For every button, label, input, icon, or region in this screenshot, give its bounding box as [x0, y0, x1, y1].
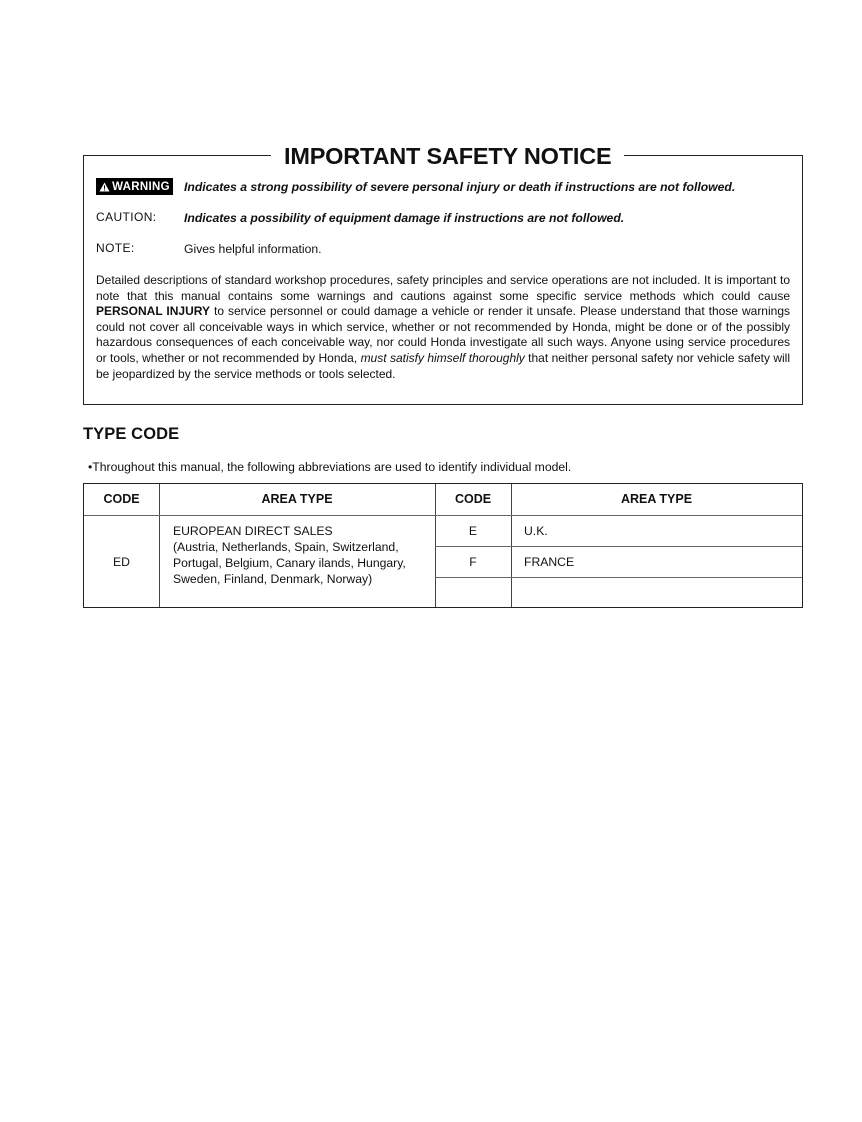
description-part1: Detailed descriptions of standard workshop procedures, safety principles and service operations are not included. It is important to note that this manual contains some warnings and cautions against some specific service methods which could cause: [96, 273, 790, 303]
description-part3: that neither personal safety nor vehicle safety will be jeopardized by the service methods or tools selected.: [96, 350, 790, 381]
description-emphasis: PERSONAL INJURY: [96, 304, 211, 319]
note-text: Gives helpful information.: [184, 242, 322, 256]
table-header-code: CODE: [454, 492, 492, 506]
type-code-heading: TYPE CODE: [83, 425, 180, 443]
description-italic: must satisfy himself thoroughly: [360, 350, 525, 365]
warning-text: Indicates a strong possibility of severe personal injury or death if instructions are not followed.: [184, 180, 736, 194]
caution-text: Indicates a possibility of equipment damage if instructions are not followed.: [184, 211, 625, 225]
warning-badge: [96, 178, 173, 195]
note-label: NOTE:: [96, 241, 135, 255]
main-area-line: (Austria, Netherlands, Spain, Switzerland,: [173, 540, 399, 554]
table-divider: [435, 577, 802, 578]
warning-badge-label: WARNING: [112, 180, 170, 193]
bullet-text: Throughout this manual, the following abbreviations are used to identify individual model.: [92, 460, 572, 474]
main-area-line: Portugal, Belgium, Canary ilands, Hungary,: [173, 556, 406, 570]
table-header-code: CODE: [103, 492, 140, 506]
notice-title: IMPORTANT SAFETY NOTICE: [271, 142, 624, 170]
table-divider: [435, 546, 802, 547]
table-cell-sub-area: FRANCE: [524, 555, 575, 569]
main-area-line: Sweden, Finland, Denmark, Norway): [173, 572, 373, 586]
table-header-area-type: AREA TYPE: [620, 492, 693, 506]
table-cell-sub-area: U.K.: [524, 524, 548, 538]
table-cell-sub-code: F: [469, 555, 477, 569]
table-cell-main-code: ED: [113, 555, 130, 569]
table-header-area-type: AREA TYPE: [261, 492, 333, 506]
notice-description: [96, 273, 790, 382]
table-cell-sub-code: E: [468, 524, 478, 538]
warning-triangle-icon: [99, 182, 110, 192]
type-code-table: [83, 483, 803, 608]
table-divider: [84, 515, 802, 516]
main-area-line: EUROPEAN DIRECT SALES: [173, 524, 333, 538]
bullet-dot-icon: •: [88, 460, 93, 474]
table-cell-main-area: [173, 523, 431, 587]
description-part2: to service personnel or could damage a vehicle or render it unsafe. Please understand that those warnings could not cover all conceivable ways in which service, whether or not recommended by Honda, might be done or of the possibly hazardous consequences of each conceivable way, nor could Honda investigate all such ways. Anyone using service procedures or tools, whether or not recommended by Honda,: [96, 304, 790, 365]
type-code-bullet: [88, 460, 571, 474]
caution-label: CAUTION:: [96, 210, 157, 224]
